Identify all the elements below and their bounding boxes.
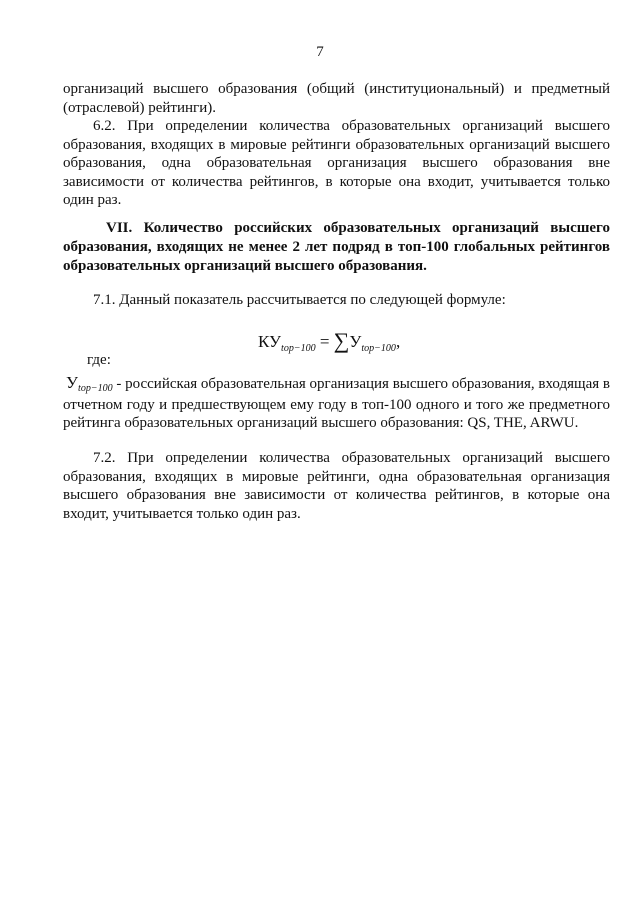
paragraph-7-2: 7.2. При определении количества образовательных организаций высшего образования, входящих в мировые рейтинги, одна образовательная организация высшего образования вне зависимости от количества рейтингов, в которые она входит, учитывается только один раз.	[63, 450, 610, 522]
where-label: где:	[87, 352, 111, 368]
paragraph-7-1: 7.1. Данный показатель рассчитывается по следующей формуле:	[93, 292, 506, 308]
page-number: 7	[316, 44, 324, 60]
formula-lhs-subscript: top−100	[281, 343, 316, 354]
formula-lhs: КУ	[258, 332, 282, 351]
formula-rhs: У	[349, 332, 362, 351]
formula-equals: =	[319, 332, 330, 351]
formula	[258, 327, 400, 353]
paragraph-continuation: организаций высшего образования (общий (институциональный) и предметный (отраслевой) рейтинги).	[63, 81, 610, 116]
definition-text: - российская образовательная организация высшего образования, входящая в отчетном году и предшествующем ему году в топ-100 одного и того же предметного рейтинга образовательных организаций высшего образования: QS, THE, ARWU.	[63, 376, 610, 431]
definition-symbol: У	[66, 373, 79, 392]
definition-paragraph	[63, 374, 610, 433]
section-heading-vii: VII. Количество российских образовательных организаций высшего образования, входящих не менее 2 лет подряд в топ-100 глобальных рейтингов образовательных организаций высшего образования.	[63, 220, 610, 274]
definition-subscript: top−100	[78, 383, 113, 394]
formula-sum-symbol: ∑	[333, 328, 350, 353]
paragraph-6-2: 6.2. При определении количества образовательных организаций высшего образования, входящих в мировые рейтинги образовательных организаций высшего образования, одна образовательная организация высшего образования вне зависимости от количества рейтингов, в которые она входит, учитывается только один раз.	[63, 118, 610, 208]
formula-rhs-subscript: top−100	[361, 343, 396, 354]
formula-comma: ,	[395, 332, 401, 351]
